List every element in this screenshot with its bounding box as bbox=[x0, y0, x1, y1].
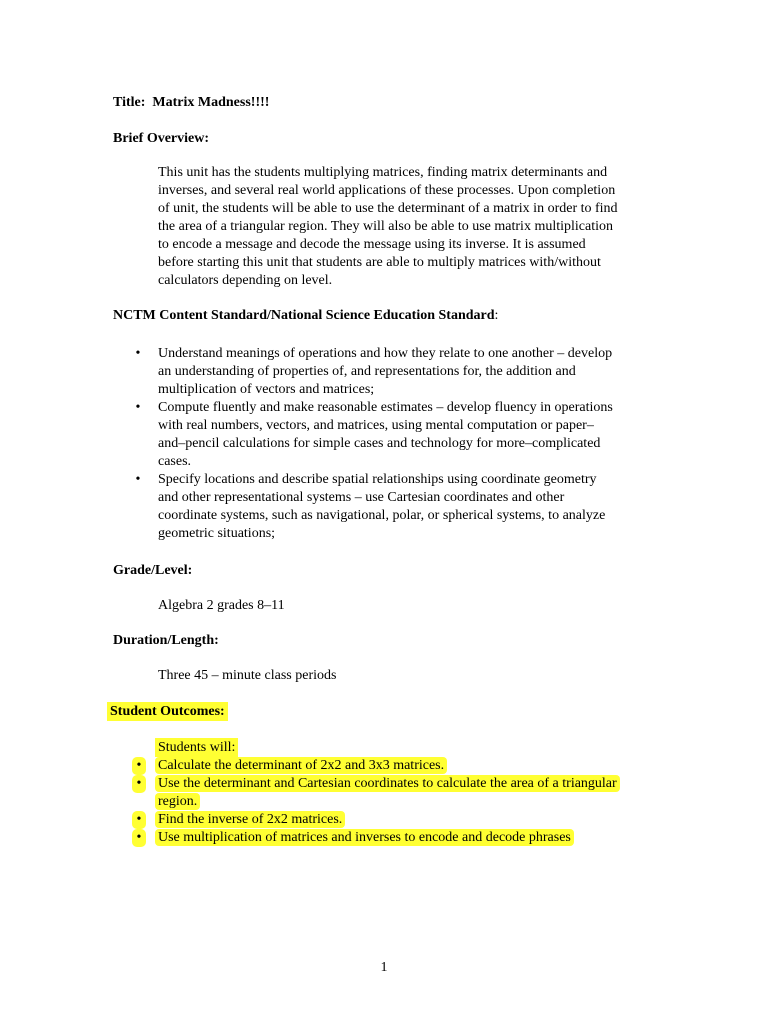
standards-item-line: multiplication of vectors and matrices; bbox=[158, 382, 375, 397]
standards-item-line: and–pencil calculations for simple cases and technology for more–complicated bbox=[158, 436, 601, 451]
standards-item-line: geometric situations; bbox=[158, 526, 276, 541]
outcome-item-text-wrap bbox=[158, 829, 574, 847]
standards-item-line: Compute fluently and make reasonable estimates – develop fluency in operations bbox=[158, 400, 613, 415]
bullet-icon: • bbox=[132, 811, 146, 829]
bullet-icon: • bbox=[135, 400, 141, 415]
overview-line: calculators depending on level. bbox=[158, 273, 333, 288]
standards-item-line: with real numbers, vectors, and matrices, using mental computation or paper– bbox=[158, 418, 594, 433]
grade-heading: Grade/Level: bbox=[113, 563, 193, 578]
outcome-item-continuation bbox=[130, 793, 660, 811]
bullet-icon: • bbox=[132, 775, 146, 793]
bullet-icon: • bbox=[135, 472, 141, 487]
outcome-item-text: Find the inverse of 2x2 matrices. bbox=[155, 811, 345, 828]
outcome-item-text-wrap bbox=[158, 775, 620, 793]
outcome-item-text-wrap bbox=[158, 793, 200, 811]
outcomes-heading-text: Student Outcomes: bbox=[107, 702, 228, 721]
overview-heading: Brief Overview: bbox=[113, 131, 210, 146]
outcomes-intro bbox=[158, 739, 238, 757]
standards-heading-text: NCTM Content Standard/National Science Education Standard bbox=[113, 308, 495, 323]
standards-item-line: an understanding of properties of, and representations for, the addition and bbox=[158, 364, 576, 379]
outcome-item-text: region. bbox=[155, 793, 200, 810]
title-line bbox=[113, 94, 269, 112]
overview-paragraph bbox=[158, 164, 658, 290]
standards-item-line: cases. bbox=[158, 454, 192, 469]
standards-item bbox=[135, 399, 658, 471]
outcome-item bbox=[130, 757, 660, 775]
bullet-icon: • bbox=[132, 757, 146, 775]
standards-item bbox=[135, 471, 658, 543]
standards-item-line: Understand meanings of operations and how they relate to one another – develop bbox=[158, 346, 613, 361]
standards-item-line: and other representational systems – use Cartesian coordinates and other bbox=[158, 490, 565, 505]
overview-line: of unit, the students will be able to use the determinant of a matrix in order to find bbox=[158, 201, 618, 216]
standards-item-line: Specify locations and describe spatial relationships using coordinate geometry bbox=[158, 472, 597, 487]
outcome-item-text: Use multiplication of matrices and inverses to encode and decode phrases bbox=[155, 829, 574, 846]
outcome-item bbox=[130, 775, 660, 793]
standards-item-line: coordinate systems, such as navigational, polar, or spherical systems, to analyze bbox=[158, 508, 606, 523]
duration-heading: Duration/Length: bbox=[113, 633, 219, 648]
overview-line: before starting this unit that students are able to multiply matrices with/without bbox=[158, 255, 601, 270]
title-label: Title: bbox=[113, 95, 146, 110]
outcomes-heading bbox=[110, 703, 228, 721]
standards-heading-colon: : bbox=[494, 308, 499, 323]
outcome-item-text: Use the determinant and Cartesian coordinates to calculate the area of a triangular bbox=[155, 775, 620, 792]
page-number: 1 bbox=[380, 960, 388, 975]
bullet-icon: • bbox=[132, 829, 146, 847]
overview-line: This unit has the students multiplying matrices, finding matrix determinants and bbox=[158, 165, 608, 180]
outcomes-list bbox=[130, 757, 660, 847]
outcome-item-text-wrap bbox=[158, 757, 447, 775]
bullet-icon: • bbox=[135, 346, 141, 361]
grade-value: Algebra 2 grades 8–11 bbox=[158, 598, 285, 613]
standards-list bbox=[135, 345, 658, 543]
title-value: Matrix Madness!!!! bbox=[152, 95, 270, 110]
outcome-item-text-wrap bbox=[158, 811, 345, 829]
duration-value: Three 45 – minute class periods bbox=[158, 668, 337, 683]
standards-item bbox=[135, 345, 658, 399]
outcome-item bbox=[130, 811, 660, 829]
overview-line: to encode a message and decode the message using its inverse. It is assumed bbox=[158, 237, 586, 252]
outcomes-intro-text: Students will: bbox=[155, 738, 238, 757]
outcome-item bbox=[130, 829, 660, 847]
standards-heading bbox=[113, 307, 498, 325]
overview-line: inverses, and several real world applications of these processes. Upon completion bbox=[158, 183, 616, 198]
overview-line: the area of a triangular region. They will also be able to use matrix multiplication bbox=[158, 219, 613, 234]
outcome-item-text: Calculate the determinant of 2x2 and 3x3 matrices. bbox=[155, 757, 447, 774]
